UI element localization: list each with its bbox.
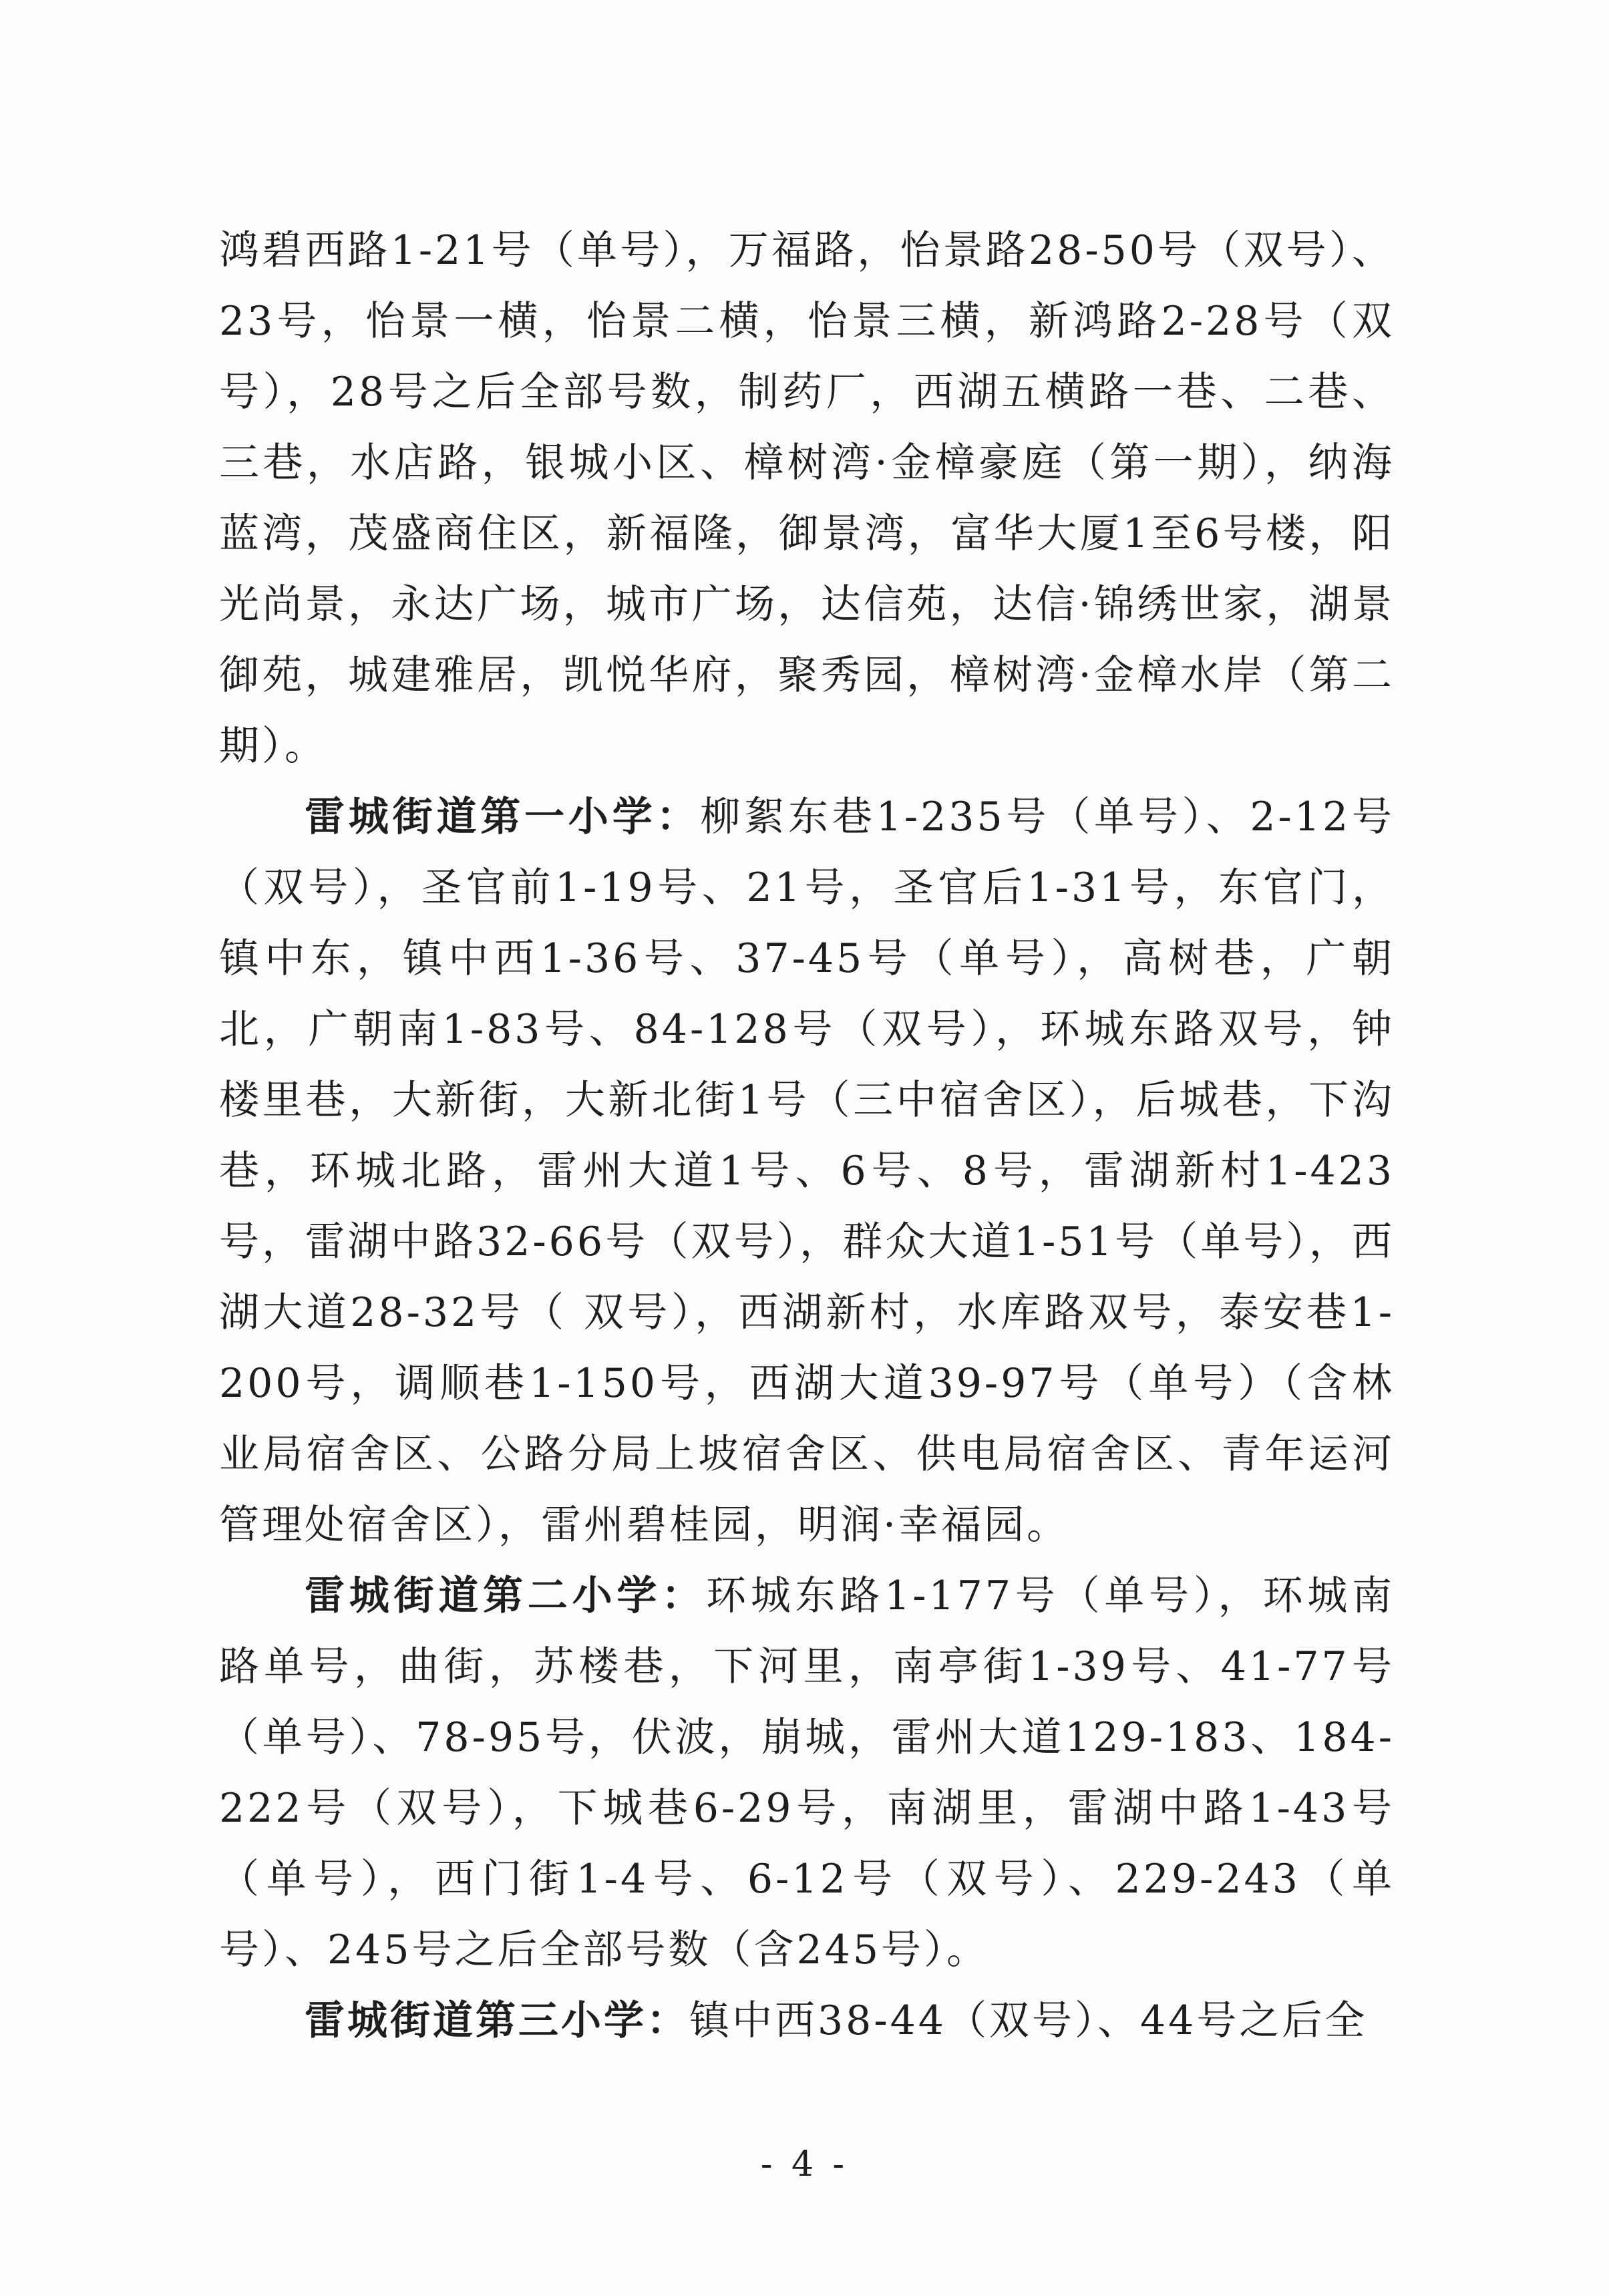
school-name: 雷城街道第一小学：	[305, 794, 701, 840]
paragraph-text: 环城东路1-177号（单号），环城南路单号，曲街，苏楼巷，下河里，南亭街1-39号、41-77号（单号）、78-95号，伏波，崩城，雷州大道129-183、184-222号（双号），下城巷6-29号，南湖里，雷湖中路1-43号（单号），西门街1-4号、6-12号（双号）、229-243（单号）、245号之后全部号数（含245号）。	[219, 1573, 1395, 1973]
school-name: 雷城街道第三小学：	[305, 1997, 689, 2044]
paragraph-school-1	[219, 782, 1395, 1561]
paragraph-text: 柳絮东巷1-235号（单号）、2-12号（双号），圣官前1-19号、21号，圣官后1-31号，东官门，镇中东，镇中西1-36号、37-45号（单号），高树巷，广朝北，广朝南1-83号、84-128号（双号），环城东路双号，钟楼里巷，大新街，大新北街1号（三中宿舍区），后城巷，下沟巷，环城北路，雷州大道1号、6号、8号，雷湖新村1-423号，雷湖中路32-66号（双号），群众大道1-51号（单号），西湖大道28-32号（ 双号），西湖新村，水库路双号，泰安巷1-200号，调顺巷1-150号，西湖大道39-97号（单号）（含林业局宿舍区、公路分局上坡宿舍区、供电局宿舍区、青年运河管理处宿舍区），雷州碧桂园，明润·幸福园。	[219, 794, 1395, 1548]
paragraph-school-3	[219, 1985, 1395, 2056]
paragraph-text: 鸿碧西路1-21号（单号），万福路，怡景路28-50号（双号）、23号，怡景一横，怡景二横，怡景三横，新鸿路2-28号（双号），28号之后全部号数，制药厂，西湖五横路一巷、二巷、三巷，水店路，银城小区、樟树湾·金樟豪庭（第一期），纳海蓝湾，茂盛商住区，新福隆，御景湾，富华大厦1至6号楼，阳光尚景，永达广场，城市广场，达信苑，达信·锦绣世家，湖景御苑，城建雅居，凯悦华府，聚秀园，樟树湾·金樟水岸（第二期）。	[219, 227, 1395, 770]
school-name: 雷城街道第二小学：	[305, 1573, 706, 1619]
paragraph-school-2	[219, 1561, 1395, 1985]
paragraph-continued	[219, 215, 1395, 782]
document-body	[219, 215, 1395, 2056]
page-number: - 4 -	[760, 2144, 849, 2184]
paragraph-text: 镇中西38-44（双号）、44号之后全	[689, 1997, 1368, 2044]
